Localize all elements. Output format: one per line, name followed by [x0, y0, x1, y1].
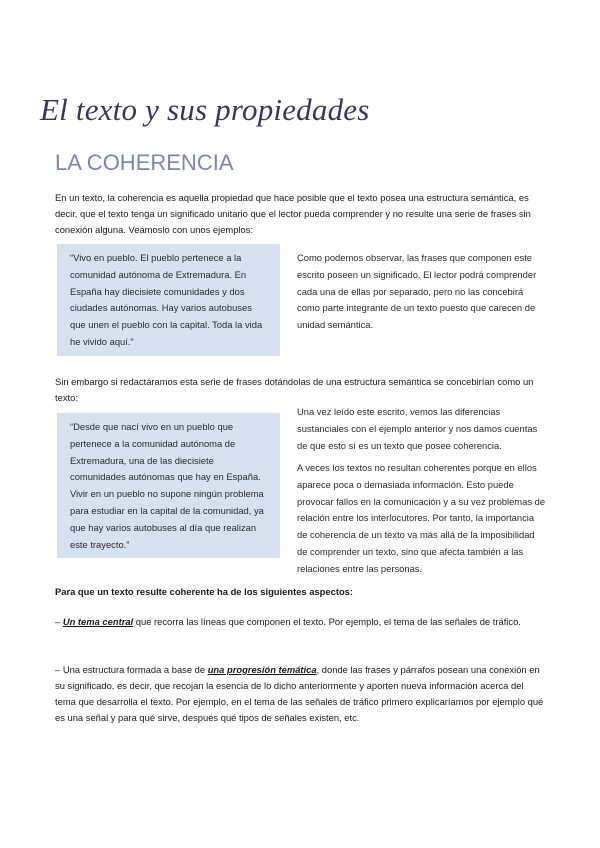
- comment-coherent: Una vez leído este escrito, vemos las diferencias sustanciales con el ejemplo anterior y nos damos cuentas de que esto sí es un texto que posee coherencia.: [297, 406, 538, 451]
- section-heading: LA COHERENCIA: [55, 150, 234, 175]
- page-title: El texto y sus propiedades: [40, 92, 370, 127]
- transition-paragraph: Sin embargo si redactáramos esta serie de frases dotándolas de una estructura semántica se concebirían como un texto:: [55, 376, 534, 403]
- aspect-term-central-theme: Un tema central: [62, 616, 134, 627]
- example-text-coherent: “Desde que nací vivo en un pueblo que pertenece a la comunidad autónoma de Extremadura, una de las diecisiete comunidades autónomas que hay en España. Vivir en un pueblo no supone ningún problema para estudiar en la capital de la comunidad, ya que hay varios autobuses al día que realizan este trayecto.”: [70, 421, 264, 550]
- intro-paragraph: En un texto, la coherencia es aquella propiedad que hace posible que el texto posea una estructura semántica, es decir, que el texto tenga un significado unitario que el lector pueda comprender y no resulte una serie de frases sin conexión alguna. Veámoslo con unos ejemplos:: [55, 192, 531, 235]
- aspect-term-thematic-progression: una progresión temática: [207, 664, 317, 675]
- aspect-prefix: – Una estructura formada a base de: [55, 664, 208, 675]
- aspects-heading: Para que un texto resulte coherente ha de los siguientes aspectos:: [55, 586, 354, 597]
- comment-incoherent: Como podemos observar, las frases que componen este escrito poseen un significado. El lector podrá comprender cada una de ellas por separado, pero no las concebirá como parte integrante de un texto puesto que carecen de unidad semántica.: [297, 252, 537, 331]
- aspect-text-central-theme: que recorra las líneas que componen el texto. Por ejemplo, el tema de las señales de tráfico.: [133, 616, 521, 627]
- aspect-central-theme: [55, 614, 545, 630]
- comment-information: A veces los textos no resultan coherentes porque en ellos aparece poca o demasiada información. Esto puede provocar fallos en la comunicación y a su vez problemas de relación entre los interlocutores. Por tanto, la importancia de coherencia de un texto va más allá de la imposibilidad de comprender un texto, sino que afecta también a las relaciones entre las personas.: [297, 462, 546, 574]
- example-text-incoherent: “Vivo en pueblo. El pueblo pertenece a la comunidad autónoma de Extremadura. En España hay diecisiete comunidades y dos ciudades autónomas. Hay varios autobuses que unen el pueblo con la capital. Toda la vida he vivido aquí.”: [70, 252, 263, 347]
- aspect-dash: –: [55, 616, 63, 627]
- aspect-thematic-progression: [55, 662, 545, 726]
- aspect-text-thematic-progression: , donde las frases y párrafos posean una conexión en su significado, es decir, que recojan la esencia de lo dicho anteriormente y aporten nueva información acerca del tema que desarrolla el texto. Por ejemplo, en el tema de las señales de tráfico primero explicaríamos por ejemplo qué es una señal y para qué sirve, después qué tipos de señales existen, etc.: [55, 664, 544, 723]
